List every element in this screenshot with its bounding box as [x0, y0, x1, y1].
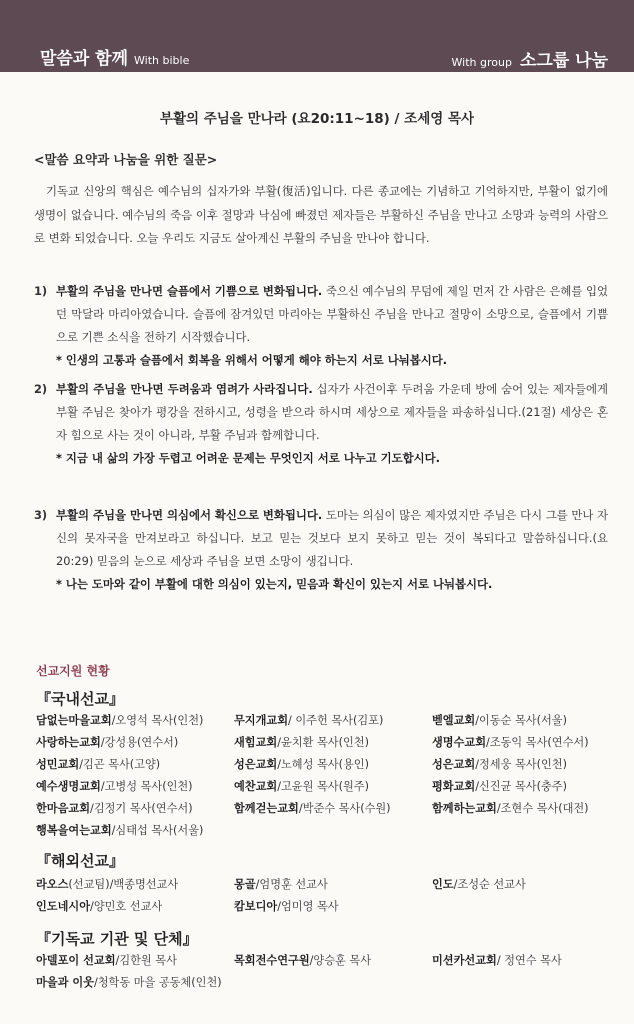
org-title: 『기독교 기관 및 단체』: [36, 930, 198, 948]
header-left-sub: With bible: [134, 54, 190, 67]
domestic-entry: 평화교회/신진균 목사(충주): [432, 780, 567, 793]
header-right: [452, 46, 608, 71]
header-right-title: 소그룹 나눔: [519, 51, 608, 71]
overseas-entry: 라오스(선교팀)/백종명선교사: [36, 878, 179, 891]
domestic-entry: 예수생명교회/고병성 목사(인천): [36, 780, 193, 793]
point-1: [34, 280, 608, 372]
domestic-entry: 무지개교회/ 이주헌 목사(김포): [234, 714, 384, 727]
org-entry: 목회전수연구원/양승훈 목사: [234, 954, 372, 967]
point-heading: 부활의 주님을 만나면 두려움과 염려가 사라집니다.: [56, 382, 313, 396]
point-text: 십자가 사건이후 두려움 가운데 방에 숨어 있는 제자들에게 부활 주님은 찾아가 평강을 전하시고, 성령을 받으라 하시며 세상으로 제자들을 파송하십니다.(21절) 세상은 혼자 힘으로 사는 것이 아니라, 부활 주님과 함께합니다.: [56, 382, 608, 442]
org-entry: 미션카선교회/ 정연수 목사: [432, 954, 562, 967]
domestic-entry: 성은교회/노혜성 목사(용인): [234, 758, 369, 771]
point-heading: 부활의 주님을 만나면 의심에서 확신으로 변화됩니다.: [56, 508, 323, 522]
sermon-title: 부활의 주님을 만나라 (요20:11~18) / 조세영 목사: [159, 111, 475, 127]
summary-heading: <말씀 요약과 나눔을 위한 질문>: [34, 152, 218, 167]
org-entry: 아델포이 선교회/김한원 목사: [36, 954, 177, 967]
domestic-entry: 사랑하는교회/강성용(연수서): [36, 736, 179, 749]
point-number: 1): [34, 284, 48, 298]
domestic-entry: 함께걷는교회/박준수 목사(수원): [234, 802, 391, 815]
domestic-mission-title: 『국내선교』: [36, 690, 124, 708]
domestic-entry: 벧엘교회/이동순 목사(서울): [432, 714, 567, 727]
domestic-entry: 새힘교회/윤치환 목사(인천): [234, 736, 369, 749]
domestic-entry: 예찬교회/고윤원 목사(원주): [234, 780, 369, 793]
domestic-entry: 함께하는교회/조현수 목사(대전): [432, 802, 589, 815]
intro-paragraph: 기독교 신앙의 핵심은 예수님의 십자가와 부활(復活)입니다. 다른 종교에는 기념하고 기억하지만, 부활이 없기에 생명이 없습니다. 예수님의 죽음 이후 절망과 낙심에 빠졌던 제자들은 부활하신 주님을 만나고 소망과 능력의 사람으로 변화 되었습니다. 오늘 우리도 지금도 살아계신 부활의 주님을 만나야 합니다.: [34, 184, 608, 245]
header-right-sub: With group: [451, 56, 512, 69]
point-text: 도마는 의심이 많은 제자였지만 주님은 다시 그를 만나 자신의 못자국을 만져보라고 하십니다. 보고 믿는 것보다 보지 못하고 믿는 것이 복되다고 말씀하십니다.(요20:29) 믿음의 눈으로 세상과 주님을 보면 소망이 생깁니다.: [56, 508, 608, 568]
discussion-question: * 나는 도마와 같이 부활에 대한 의심이 있는지, 믿음과 확신이 있는지 서로 나눠봅시다.: [56, 577, 493, 591]
point-number: 3): [34, 508, 48, 522]
point-number: 2): [34, 382, 48, 396]
header-banner: [0, 0, 634, 72]
point-3: [34, 504, 608, 596]
discussion-question: * 지금 내 삶의 가장 두렵고 어려운 문제는 무엇인지 서로 나누고 기도합시다.: [56, 451, 441, 465]
overseas-entry: 캄보디아/엄미영 목사: [234, 900, 339, 913]
point-2: [34, 378, 608, 470]
discussion-question: * 인생의 고통과 슬픔에서 회복을 위해서 어떻게 해야 하는지 서로 나눠봅시다.: [56, 353, 448, 367]
header-left: [40, 44, 189, 69]
overseas-mission-title: 『해외선교』: [36, 852, 124, 870]
org-entry: 마을과 이웃/청학동 마을 공동체(인천): [36, 976, 222, 989]
domestic-entry: 성민교회/김곤 목사(고양): [36, 758, 161, 771]
overseas-entry: 몽골/엄명훈 선교사: [234, 878, 328, 891]
header-left-title: 말씀과 함께: [40, 49, 129, 69]
domestic-entry: 한마음교회/김정기 목사(연수서): [36, 802, 193, 815]
domestic-entry: 성은교회/정세웅 목사(인천): [432, 758, 567, 771]
domestic-entry: 행복을여는교회/심태섭 목사(서울): [36, 824, 204, 837]
point-heading: 부활의 주님을 만나면 슬픔에서 기쁨으로 변화됩니다.: [56, 284, 323, 298]
overseas-entry: 인도네시아/양민호 선교사: [36, 900, 163, 913]
domestic-entry: 담없는마을교회/오영석 목사(인천): [36, 714, 204, 727]
domestic-entry: 생명수교회/조동익 목사(연수서): [432, 736, 589, 749]
overseas-entry: 인도/조성순 선교사: [432, 878, 526, 891]
mission-heading: 선교지원 현황: [36, 664, 110, 678]
point-text: 죽으신 예수님의 무덤에 제일 먼저 간 사람은 은혜를 입었던 막달라 마리아였습니다. 슬픔에 잠겨있던 마리아는 부활하신 주님을 만나고 절망이 소망으로, 슬픔에서 기쁨으로 기쁜 소식을 전하기 시작했습니다.: [56, 284, 608, 344]
